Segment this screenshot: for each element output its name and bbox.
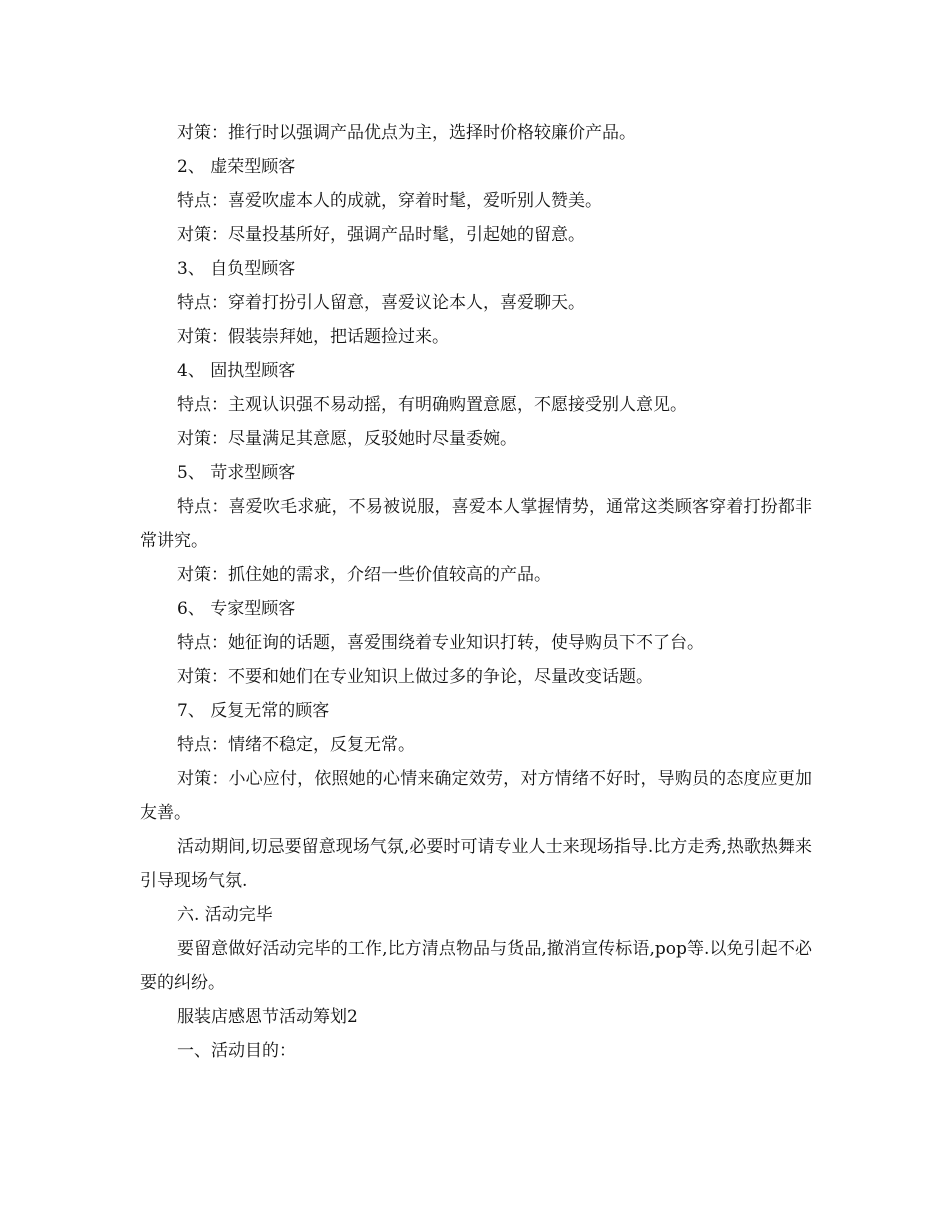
document-body bbox=[140, 116, 812, 1068]
paragraph-strategy-6: 对策：不要和她们在专业知识上做过多的争论，尽量改变话题。 bbox=[177, 667, 653, 687]
paragraph-strategy-1: 对策：推行时以强调产品优点为主，选择时价格较廉价产品。 bbox=[177, 123, 636, 143]
paragraph-traits-3: 特点：穿着打扮引人留意，喜爱议论本人，喜爱聊天。 bbox=[177, 293, 585, 313]
heading-demanding-customer: 5、 苛求型顾客 bbox=[177, 463, 296, 483]
paragraph-traits-6: 特点：她征询的话题，喜爱围绕着专业知识打转，使导购员下不了台。 bbox=[177, 633, 704, 653]
paragraph-strategy-4: 对策：尽量满足其意愿，反驳她时尽量委婉。 bbox=[177, 429, 517, 449]
heading-vanity-customer: 2、 虚荣型顾客 bbox=[177, 157, 296, 177]
paragraph-traits-4: 特点：主观认识强不易动摇，有明确购置意愿，不愿接受别人意见。 bbox=[177, 395, 687, 415]
document-section-title: 服装店感恩节活动筹划2 bbox=[177, 1007, 358, 1027]
paragraph-event-end: 要留意做好活动完毕的工作,比方清点物品与货品,撤消宣传标语,pop等.以免引起不必要的纠纷。 bbox=[140, 939, 812, 993]
paragraph-event-atmosphere: 活动期间,切忌要留意现场气氛,必要时可请专业人士来现场指导.比方走秀,热歌热舞来引导现场气氛. bbox=[140, 837, 812, 891]
paragraph-traits-2: 特点：喜爱吹虚本人的成就，穿着时髦，爱听别人赞美。 bbox=[177, 191, 602, 211]
paragraph-traits-7: 特点：情绪不稳定，反复无常。 bbox=[177, 735, 415, 755]
heading-event-end: 六. 活动完毕 bbox=[177, 905, 273, 925]
paragraph-strategy-7: 对策：小心应付，依照她的心情来确定效劳，对方情绪不好时，导购员的态度应更加友善。 bbox=[140, 769, 812, 823]
heading-fickle-customer: 7、 反复无常的顾客 bbox=[177, 701, 330, 721]
heading-event-purpose: 一、活动目的： bbox=[177, 1041, 296, 1061]
paragraph-strategy-3: 对策：假装崇拜她，把话题捡过来。 bbox=[177, 327, 449, 347]
paragraph-traits-5: 特点：喜爱吹毛求疵，不易被说服，喜爱本人掌握情势，通常这类顾客穿着打扮都非常讲究。 bbox=[140, 497, 812, 551]
heading-expert-customer: 6、 专家型顾客 bbox=[177, 599, 296, 619]
heading-conceited-customer: 3、 自负型顾客 bbox=[177, 259, 296, 279]
paragraph-strategy-2: 对策：尽量投基所好，强调产品时髦，引起她的留意。 bbox=[177, 225, 585, 245]
paragraph-strategy-5: 对策：抓住她的需求，介绍一些价值较高的产品。 bbox=[177, 565, 551, 585]
heading-stubborn-customer: 4、 固执型顾客 bbox=[177, 361, 296, 381]
